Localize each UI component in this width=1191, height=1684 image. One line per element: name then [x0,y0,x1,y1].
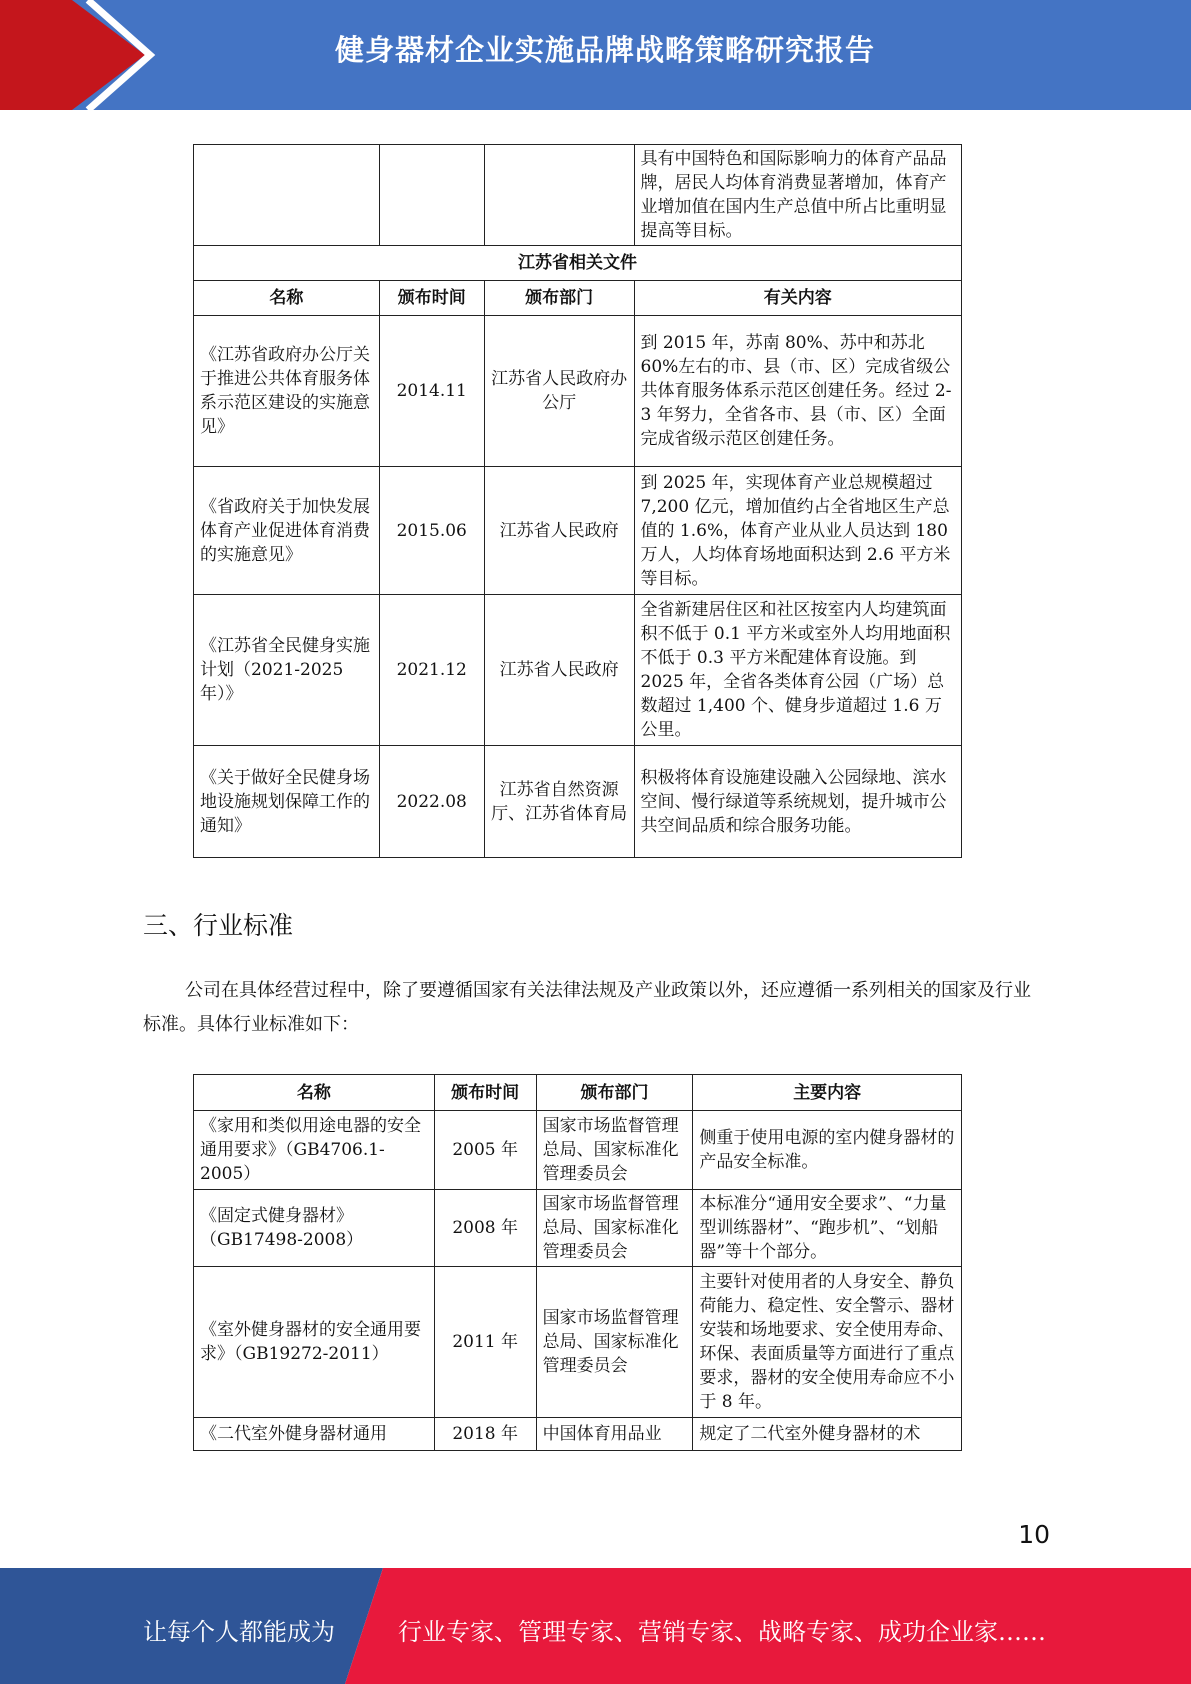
table-cell-content: 全省新建居住区和社区按室内人均建筑面积不低于 0.1 平方米或室外人均用地面积不低于 0.3 平方米配建体育设施。到 2025 年，全省各类体育公园（广场）总数超过 1,400 个、健身步道超过 1.6 万公里。 [634,595,962,746]
table-cell-dept: 江苏省人民政府 [484,595,634,746]
page-footer [0,1568,1191,1684]
table-cell-content: 本标准分“通用安全要求”、“力量型训练器材”、“跑步机”、“划船器”等十个部分。 [693,1190,962,1267]
column-header-date: 颁布时间 [434,1075,536,1111]
table-cell-content: 到 2015 年，苏南 80%、苏中和苏北 60%左右的市、县（市、区）完成省级公共体育服务体系示范区创建任务。经过 2-3 年努力，全省各市、县（市、区）全面完成省级示范区创建任务。 [634,316,962,467]
table-row [194,595,962,746]
table-cell-name: 《室外健身器材的安全通用要求》（GB19272-2011） [194,1267,435,1418]
column-header-dept: 颁布部门 [536,1075,693,1111]
table-header-row [194,281,962,316]
table-cell-name: 《二代室外健身器材通用 [194,1418,435,1451]
table-cell-date: 2014.11 [379,316,484,467]
table-cell-content: 规定了二代室外健身器材的术 [693,1418,962,1451]
column-header-dept: 颁布部门 [484,281,634,316]
table-cell-content: 具有中国特色和国际影响力的体育产品品牌，居民人均体育消费显著增加，体育产业增加值在国内生产总值中所占比重明显提高等目标。 [634,145,962,246]
footer-slogan-right: 行业专家、管理专家、营销专家、战略专家、成功企业家…… [398,1618,1046,1646]
footer-slogan-left: 让每个人都能成为 [143,1618,335,1646]
table-cell-content: 侧重于使用电源的室内健身器材的产品安全标准。 [693,1111,962,1190]
table-cell-dept: 江苏省自然资源厅、江苏省体育局 [484,746,634,858]
column-header-content: 有关内容 [634,281,962,316]
industry-standards-table [193,1074,962,1451]
table-cell-date: 2018 年 [434,1418,536,1451]
table-cell-dept: 中国体育用品业 [536,1418,693,1451]
table-cell-dept: 江苏省人民政府办公厅 [484,316,634,467]
table-cell-name: 《固定式健身器材》（GB17498-2008） [194,1190,435,1267]
table-cell-dept: 国家市场监督管理总局、国家标准化管理委员会 [536,1190,693,1267]
table-cell-date: 2015.06 [379,467,484,595]
table-cell-date: 2005 年 [434,1111,536,1190]
page-header [0,0,1191,110]
table-row [194,1190,962,1267]
section-heading: 三、行业标准 [143,911,294,940]
table-cell-date: 2011 年 [434,1267,536,1418]
column-header-name: 名称 [194,1075,435,1111]
table-cell-dept: 江苏省人民政府 [484,467,634,595]
table-cell-content: 积极将体育设施建设融入公园绿地、滨水空间、慢行绿道等系统规划，提升城市公共空间品质和综合服务功能。 [634,746,962,858]
table-cell-name: 《省政府关于加快发展体育产业促进体育消费的实施意见》 [194,467,380,595]
table-section-row [194,246,962,281]
table-cell-name: 《关于做好全民健身场地设施规划保障工作的通知》 [194,746,380,858]
table-row [194,1267,962,1418]
table-section-title: 江苏省相关文件 [194,246,962,281]
table-cell-name: 《家用和类似用途电器的安全通用要求》（GB4706.1-2005） [194,1111,435,1190]
table-cell-content: 主要针对使用者的人身安全、静负荷能力、稳定性、安全警示、器材安装和场地要求、安全使用寿命、环保、表面质量等方面进行了重点要求，器材的安全使用寿命应不小于 8 年。 [693,1267,962,1418]
column-header-content: 主要内容 [693,1075,962,1111]
table-row [194,467,962,595]
header-title: 健身器材企业实施品牌战略策略研究报告 [334,33,875,67]
body-paragraph: 公司在具体经营过程中，除了要遵循国家有关法律法规及产业政策以外，还应遵循一系列相关的国家及行业标准。具体行业标准如下： [143,980,1031,1035]
page-number: 10 [1018,1520,1050,1549]
column-header-date: 颁布时间 [379,281,484,316]
table-row [194,145,962,246]
table-row [194,746,962,858]
table-row [194,316,962,467]
jiangsu-documents-table [193,144,962,858]
table-cell-dept: 国家市场监督管理总局、国家标准化管理委员会 [536,1111,693,1190]
table-cell-name: 《江苏省全民健身实施计划（2021-2025 年）》 [194,595,380,746]
table-cell-date: 2021.12 [379,595,484,746]
table-header-row [194,1075,962,1111]
column-header-name: 名称 [194,281,380,316]
table-row [194,1111,962,1190]
table-cell-date: 2022.08 [379,746,484,858]
table-row [194,1418,962,1451]
table-cell-dept: 国家市场监督管理总局、国家标准化管理委员会 [536,1267,693,1418]
table-cell-date: 2008 年 [434,1190,536,1267]
table-cell-name: 《江苏省政府办公厅关于推进公共体育服务体系示范区建设的实施意见》 [194,316,380,467]
table-cell-content: 到 2025 年，实现体育产业总规模超过 7,200 亿元，增加值约占全省地区生产总值的 1.6%，体育产业从业人员达到 180 万人，人均体育场地面积达到 2.6 平方米等目标。 [634,467,962,595]
